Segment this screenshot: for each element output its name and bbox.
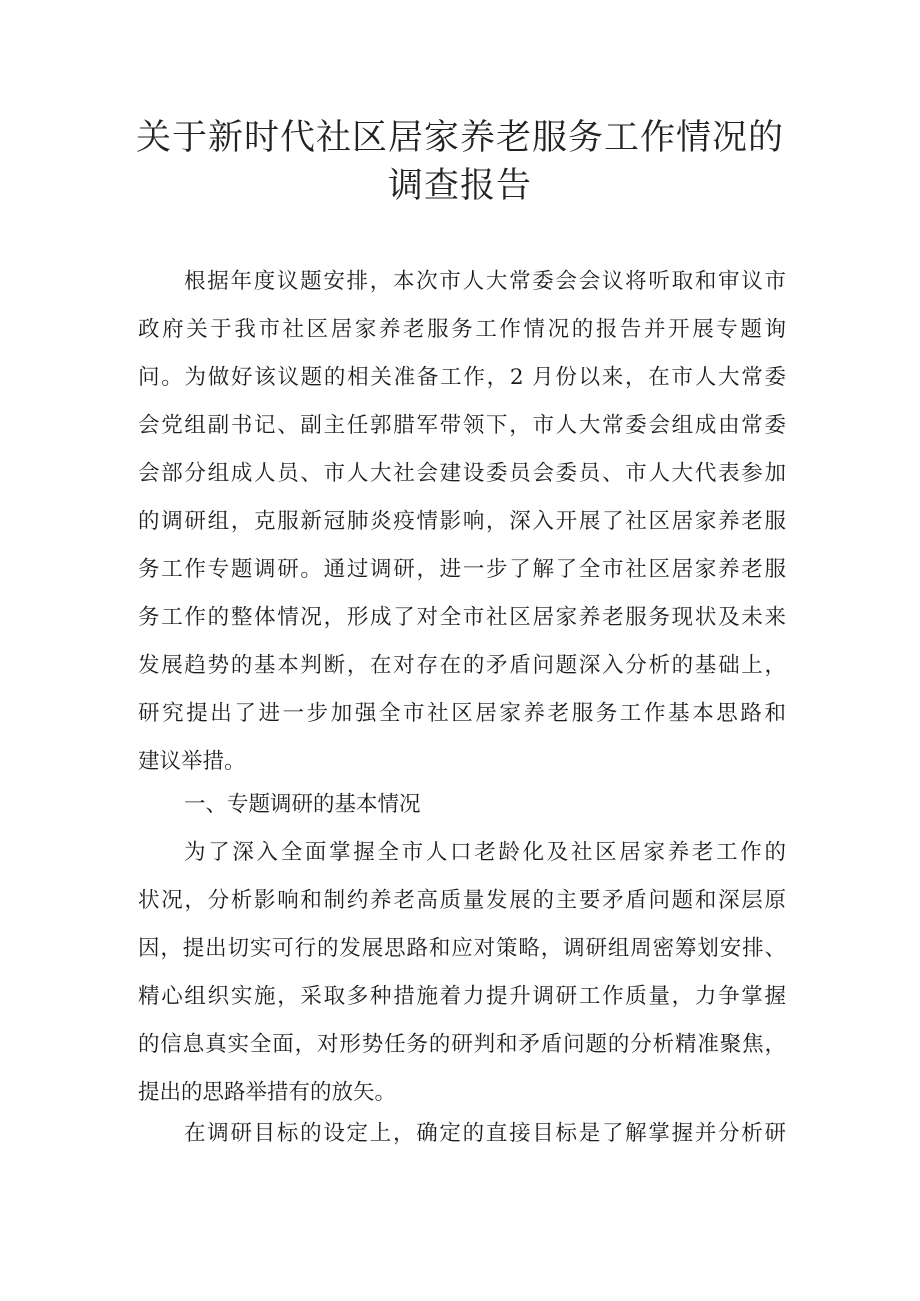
paragraph-line: 因，提出切实可行的发展思路和应对策略，调研组周密筹划安排、 <box>138 936 786 961</box>
section-heading-1 <box>138 781 786 829</box>
paragraph-line: 为了深入全面掌握全市人口老龄化及社区居家养老工作的 <box>184 840 786 865</box>
paragraph-line: 会部分组成人员、市人大社会建设委员会委员、市人大代表参加 <box>138 461 786 486</box>
paragraph-line: 政府关于我市社区居家养老服务工作情况的报告并开展专题询 <box>138 317 786 342</box>
paragraph-line: 务工作专题调研。通过调研，进一步了解了全市社区居家养老服 <box>138 557 786 582</box>
paragraph-line: 问。为做好该议题的相关准备工作，2 月份以来，在市人大常委 <box>138 365 786 390</box>
document-title-line-1: 关于新时代社区居家养老服务工作情况的 <box>135 118 784 158</box>
paragraph-line: 在调研目标的设定上，确定的直接目标是了解掌握并分析研 <box>184 1121 786 1146</box>
paragraph-3 <box>138 1110 786 1158</box>
paragraph-line: 研究提出了进一步加强全市社区居家养老服务工作基本思路和 <box>138 701 786 726</box>
paragraph-line: 状况，分析影响和制约养老高质量发展的主要矛盾问题和深层原 <box>138 888 786 913</box>
paragraph-line: 会党组副书记、副主任郭腊军带领下，市人大常委会组成由常委 <box>138 413 786 438</box>
paragraph-line: 建议举措。 <box>138 749 246 774</box>
paragraph-1 <box>138 258 786 786</box>
paragraph-line: 精心组织实施，采取多种措施着力提升调研工作质量，力争掌握 <box>138 984 786 1009</box>
document-title-line-2: 调查报告 <box>387 166 532 206</box>
paragraph-line: 根据年度议题安排，本次市人大常委会会议将听取和审议市 <box>184 269 786 294</box>
paragraph-line: 的信息真实全面，对形势任务的研判和矛盾问题的分析精准聚焦， <box>138 1032 786 1057</box>
paragraph-line: 发展趋势的基本判断，在对存在的矛盾问题深入分析的基础上， <box>138 653 786 678</box>
paragraph-line: 的调研组，克服新冠肺炎疫情影响，深入开展了社区居家养老服 <box>138 509 786 534</box>
paragraph-2 <box>138 829 786 1117</box>
section-heading-text: 一、专题调研的基本情况 <box>184 792 421 817</box>
paragraph-line: 提出的思路举措有的放矢。 <box>138 1080 397 1105</box>
paragraph-line: 务工作的整体情况，形成了对全市社区居家养老服务现状及未来 <box>138 605 786 630</box>
